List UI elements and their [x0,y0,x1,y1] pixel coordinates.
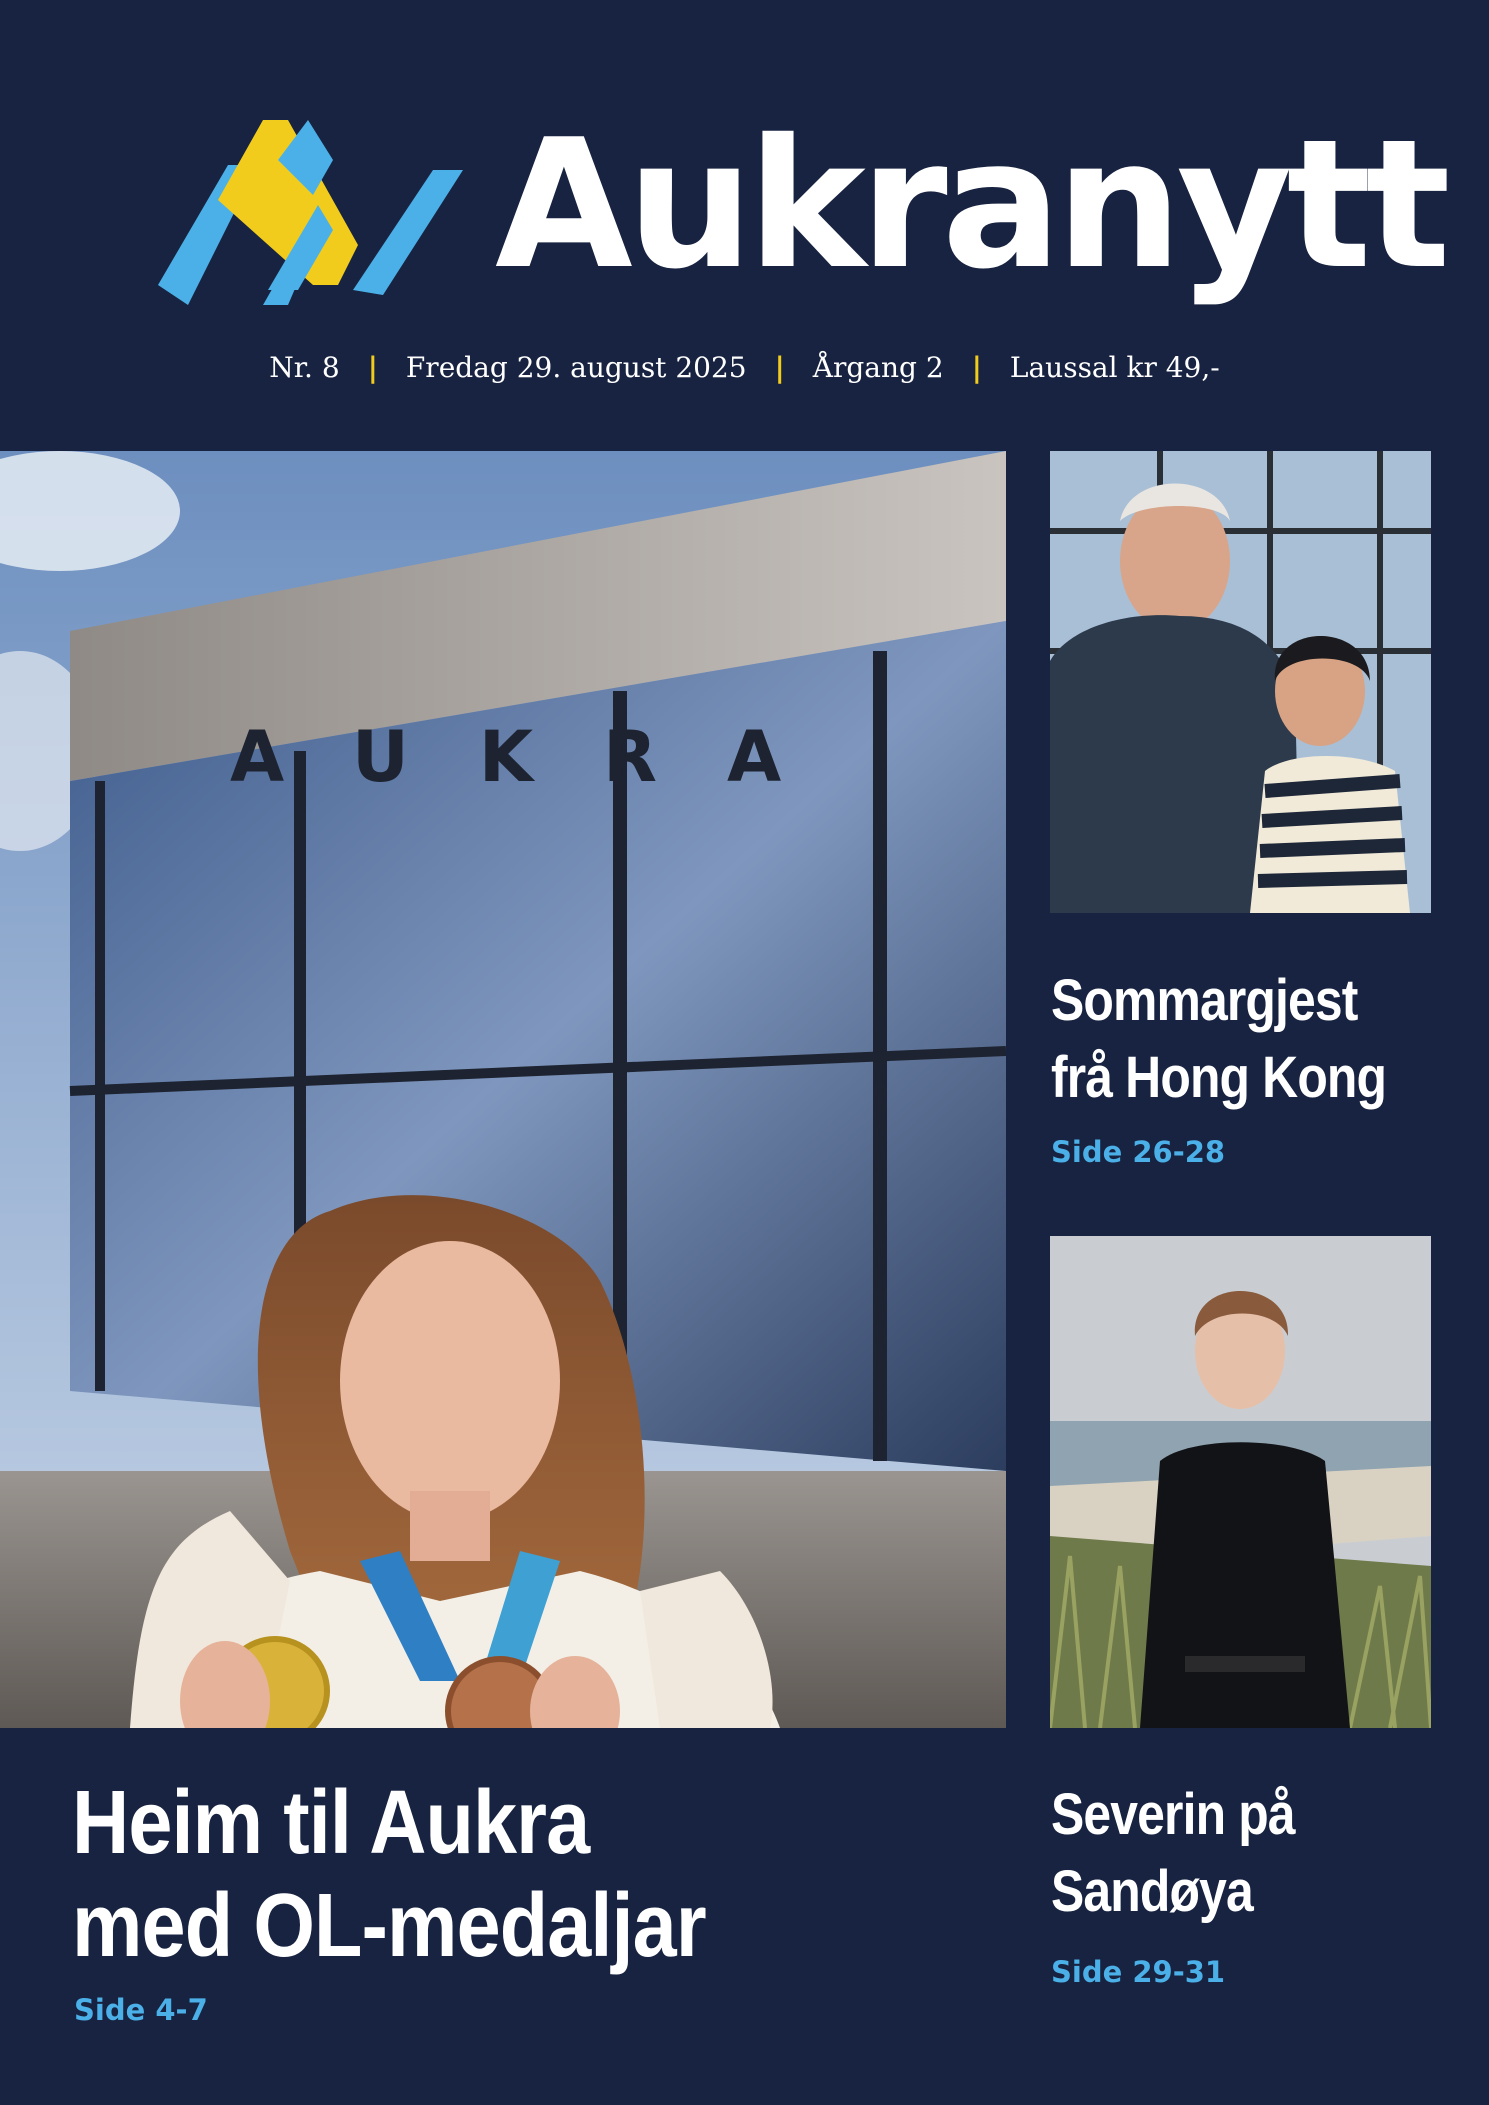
masthead-title: Aukranytt [495,101,1445,308]
side-story-1-headline[interactable] [1051,962,1412,1116]
issue-date: Fredag 29. august 2025 [405,351,747,384]
medalist-photo [0,451,1006,1728]
issue-info-line [0,348,1489,388]
side-story-2-headline[interactable] [1051,1776,1412,1930]
headline-line: med OL-medaljar [72,1876,706,1976]
main-story-headline[interactable] [72,1772,882,1978]
severin-beach-photo [1050,1236,1431,1728]
issue-number: Nr. 8 [269,351,340,384]
side-story-1-page-ref[interactable]: Side 26-28 [1051,1135,1226,1169]
building-sign: AUKRA [230,716,852,798]
headline-line: Sommargjest [1051,968,1358,1033]
headline-line: frå Hong Kong [1051,1045,1387,1110]
headline-line: Severin på [1051,1782,1295,1847]
headline-line: Heim til Aukra [72,1773,590,1873]
issue-volume: Årgang 2 [812,351,944,384]
headline-line: Sandøya [1051,1859,1253,1924]
summer-guests-photo [1050,451,1431,913]
separator: | [367,351,378,384]
main-story-page-ref[interactable]: Side 4-7 [74,1993,208,2027]
side-story-2-page-ref[interactable]: Side 29-31 [1051,1955,1226,1989]
separator: | [971,351,982,384]
separator: | [774,351,785,384]
issue-price: Laussal kr 49,- [1009,351,1220,384]
aukra-chevron-logo-icon [158,120,478,305]
